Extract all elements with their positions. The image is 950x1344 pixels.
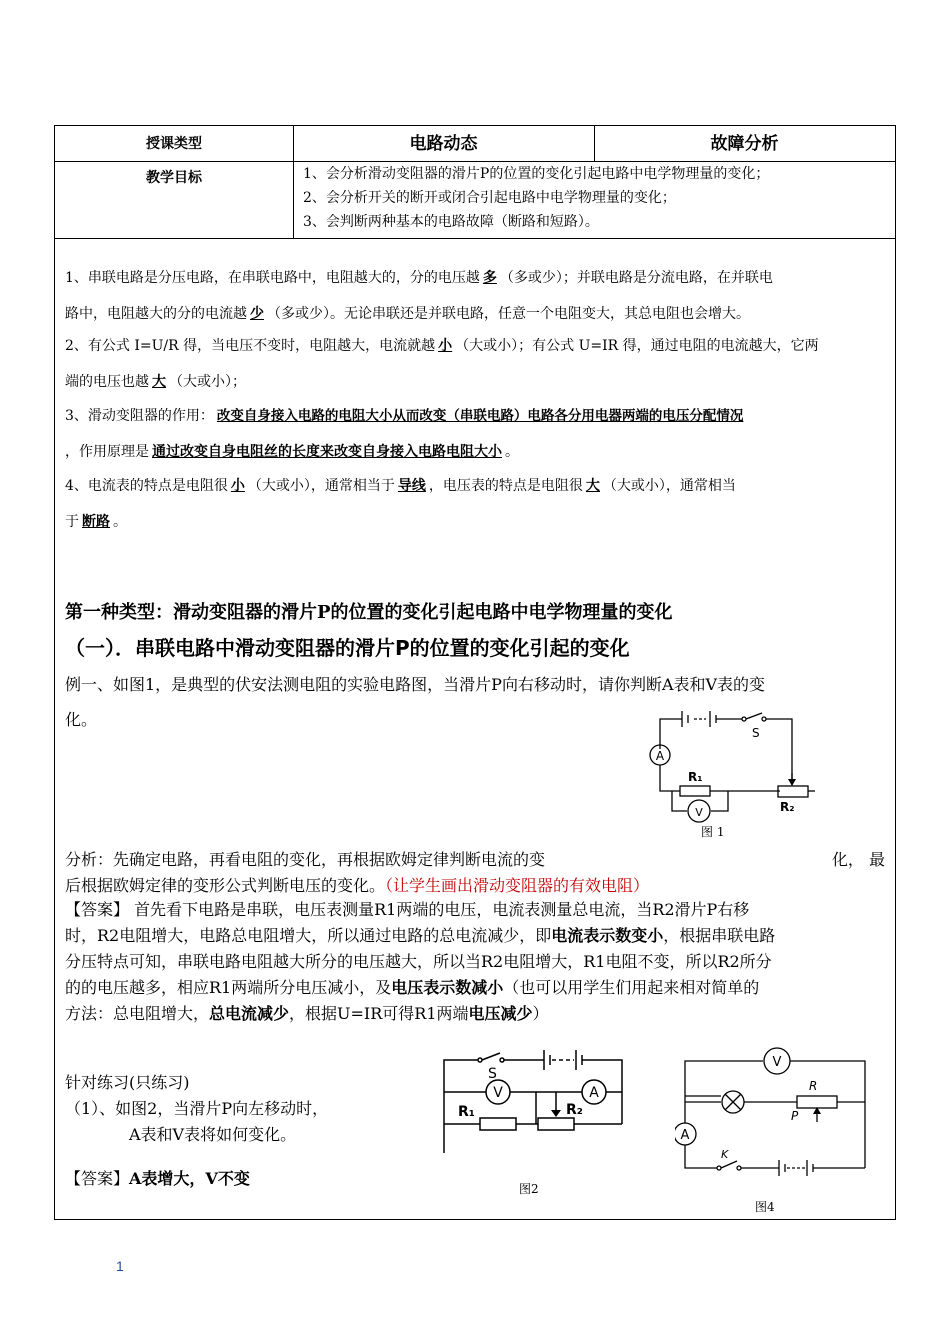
figure-1-caption: 图 1 <box>701 825 725 839</box>
lesson-type-main: 电路动态 <box>409 134 478 154</box>
practice-block <box>65 1070 425 1192</box>
practice-title: 针对练习(只练习) <box>65 1073 190 1092</box>
review-paragraph-1: 1、串联电路是分压电路，在串联电路中，电阻越大的，分的电压越 多 （多或少）；并联电路是分流电路，在并联电 路中，电阻越大的分的电流越 少 （多或少）。无论串联还是并联电路，任意一个电阻变大，其总电阻也会增大。 <box>65 270 773 322</box>
figure-1-r1-label: R₁ <box>688 770 703 784</box>
figure-4-ammeter-label: A <box>680 1128 690 1143</box>
lesson-type-label: 授课类型 <box>146 136 202 152</box>
page-number: 1 <box>116 1258 124 1274</box>
figure-1-circuit <box>640 711 815 841</box>
figure-1-voltmeter-label: V <box>695 806 703 819</box>
figure-2-r1-label: R₁ <box>458 1104 475 1120</box>
figure-2-circuit <box>438 1036 628 1166</box>
section-title-type-1: 第一种类型：滑动变阻器的滑片P的位置的变化引起电路中电学物理量的变化 <box>65 602 673 623</box>
figure-2-ammeter-label: A <box>589 1085 599 1101</box>
goal-item-3: 3、会判断两种基本的电路故障（断路和短路）。 <box>303 214 599 230</box>
review-paragraph-3: 3、滑动变阻器的作用： 改变自身接入电路的电阻大小从而改变（串联电路）电路各分用电器两端的电压分配情况 ，作用原理是 通过改变自身电阻丝的长度来改变自身接入电路电阻大小 。 <box>65 408 744 460</box>
figure-4-circuit <box>675 1046 875 1181</box>
figure-4-p-label: P <box>791 1109 799 1123</box>
figure-4-r-label: R <box>809 1079 818 1093</box>
lesson-type-sub: 故障分析 <box>710 134 779 154</box>
answer-text: 【答案】 首先看下电路是串联，电压表测量R1两端的电压，电流表测量总电流，当R2滑片P右移 时，R2电阻增大，电路总电阻增大，所以通过电路的总电流减少，即电流表示数变小，根据串联电路 分压特点可知，串联电路电阻越大所分的电压越大，所以当R2电阻增大，R1电阻不变，所以R2所分 的的电压越多，相应R1两端所分电压减小，及电压表示数减小（也可以用学生们用起来相对简单的 方法：总电阻增大，总电流减少，根据U=IR可得R1两端电压减少） <box>65 900 776 1023</box>
teaching-goal-label: 教学目标 <box>146 170 202 186</box>
figure-2-switch-label: S <box>488 1066 497 1082</box>
section-title-series: （一）．串联电路中滑动变阻器的滑片P的位置的变化引起的变化 <box>65 636 630 660</box>
practice-question-line-2: A表和V表将如何变化。 <box>129 1125 297 1144</box>
figure-1-ammeter-label: A <box>655 749 665 763</box>
goal-item-2: 2、会分析开关的断开或闭合引起电路中电学物理量的变化； <box>303 190 676 206</box>
figure-4-voltmeter-label: V <box>772 1055 782 1070</box>
figure-1-switch-label: S <box>752 726 760 740</box>
analysis-text: 分析：先确定电路，再看电阻的变化，再根据欧姆定律判断电流的变 化， 最 后根据欧姆定律的变形公式判断电压的变化。（让学生画出滑动变阻器的有效电阻） <box>65 850 885 895</box>
example-1-text: 例一、如图1，是典型的伏安法测电阻的实验电路图，当滑片P向右移动时，请你判断A表和V表的变 化。 <box>65 675 766 729</box>
review-paragraph-4: 4、电流表的特点是电阻很 小 （大或小），通常相当于 导线 ，电压表的特点是电阻很 大 （大或小），通常相当 于 断路 。 <box>65 478 736 530</box>
practice-question-line-1: （1）、如图2，当滑片P向左移动时， <box>65 1099 329 1118</box>
figure-4-caption: 图4 <box>755 1200 775 1214</box>
table-bottom-border <box>55 238 895 239</box>
figure-2-r2-label: R₂ <box>566 1102 583 1118</box>
figure-1-r2-label: R₂ <box>780 800 795 814</box>
lesson-frame <box>54 125 896 1220</box>
review-paragraph-2: 2、有公式 I=U/R 得，当电压不变时，电阻越大，电流就越 小 （大或小）；有公式 U=IR 得，通过电阻的电流越大，它两 端的电压也越 大 （大或小）； <box>65 338 819 390</box>
figure-2-voltmeter-label: V <box>493 1085 503 1101</box>
goal-item-1: 1、会分析滑动变阻器的滑片P的位置的变化引起电路中电学物理量的变化； <box>303 166 770 182</box>
figure-2-caption: 图2 <box>519 1182 539 1196</box>
figure-4-k-label: K <box>721 1148 729 1161</box>
practice-answer: 【答案】A表增大，V不变 <box>65 1169 250 1188</box>
